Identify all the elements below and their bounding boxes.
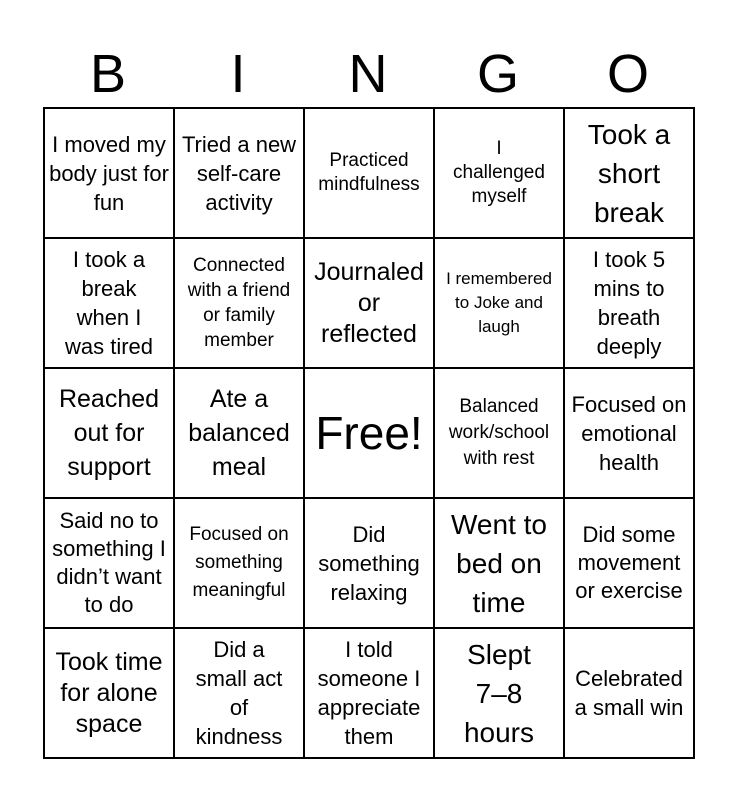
bingo-cell[interactable] [305,629,435,759]
bingo-cell-text: Journaled or reflected [314,257,424,348]
bingo-cell[interactable] [565,239,695,369]
bingo-cell-text: Slept 7–8 hours [463,638,535,748]
header-letter-b: B [89,44,127,104]
bingo-cell[interactable] [45,629,175,759]
bingo-cell[interactable] [175,109,305,239]
bingo-cell[interactable] [175,629,305,759]
bingo-cell[interactable] [435,369,565,499]
bingo-cell[interactable] [175,499,305,629]
bingo-cell[interactable] [305,499,435,629]
bingo-cell-text: Took time for alone space [55,647,163,738]
bingo-cell-text: I remembered to Joke and laugh [446,269,552,336]
bingo-cell-text: Practiced mindfulness [318,150,420,195]
bingo-cell-text: Connected with a friend or family member [187,255,291,351]
bingo-cell[interactable] [305,239,435,369]
bingo-cell-free[interactable] [305,369,435,499]
header-letter-i: I [230,44,246,104]
bingo-cell[interactable] [175,369,305,499]
bingo-cell-text: Ate a balanced meal [188,385,290,481]
bingo-cell[interactable] [435,629,565,759]
bingo-cell[interactable] [435,239,565,369]
bingo-cell-text: Took a short break [587,118,671,228]
bingo-cell-text: Did a small act of kindness [195,637,283,749]
bingo-cell[interactable] [565,499,695,629]
bingo-cell[interactable] [175,239,305,369]
bingo-cell[interactable] [565,629,695,759]
bingo-cell[interactable] [45,239,175,369]
bingo-cell[interactable] [45,499,175,629]
bingo-cell-text: Went to bed on time [451,508,547,618]
header-letter-n: N [348,44,388,104]
bingo-cell-text: I moved my body just for fun [49,131,169,215]
bingo-cell[interactable] [435,499,565,629]
bingo-cell[interactable] [565,109,695,239]
bingo-cell-text: I took a break when I was tired [64,247,154,359]
header-letter-g: G [476,44,519,104]
bingo-cell[interactable] [45,369,175,499]
bingo-cell-text: Said no to something I didn’t want to do [52,508,166,617]
bingo-cell[interactable] [305,109,435,239]
bingo-cell-text: Focused on emotional health [571,391,687,475]
bingo-cell-text: I challenged myself [453,138,545,207]
bingo-grid [43,107,695,759]
bingo-cell-text: Did something relaxing [318,521,420,605]
bingo-cell[interactable] [565,369,695,499]
bingo-cell-text: Reached out for support [58,385,160,481]
bingo-cell-text: I took 5 mins to breath deeply [592,247,666,359]
bingo-header [43,40,693,108]
bingo-cell-text: I told someone I appreciate them [317,637,421,749]
header-letter-o: O [606,44,649,104]
bingo-cell[interactable] [45,109,175,239]
bingo-cell-text: Balanced work/school with rest [448,396,550,469]
bingo-cell-text: Did some movement or exercise [575,522,683,603]
bingo-cell-text: Focused on something meaningful [189,524,289,601]
free-space-text: Free! [315,407,423,459]
bingo-cell-text: Tried a new self-care activity [181,131,297,215]
bingo-cell-text: Celebrated a small win [574,666,684,720]
bingo-cell[interactable] [435,109,565,239]
